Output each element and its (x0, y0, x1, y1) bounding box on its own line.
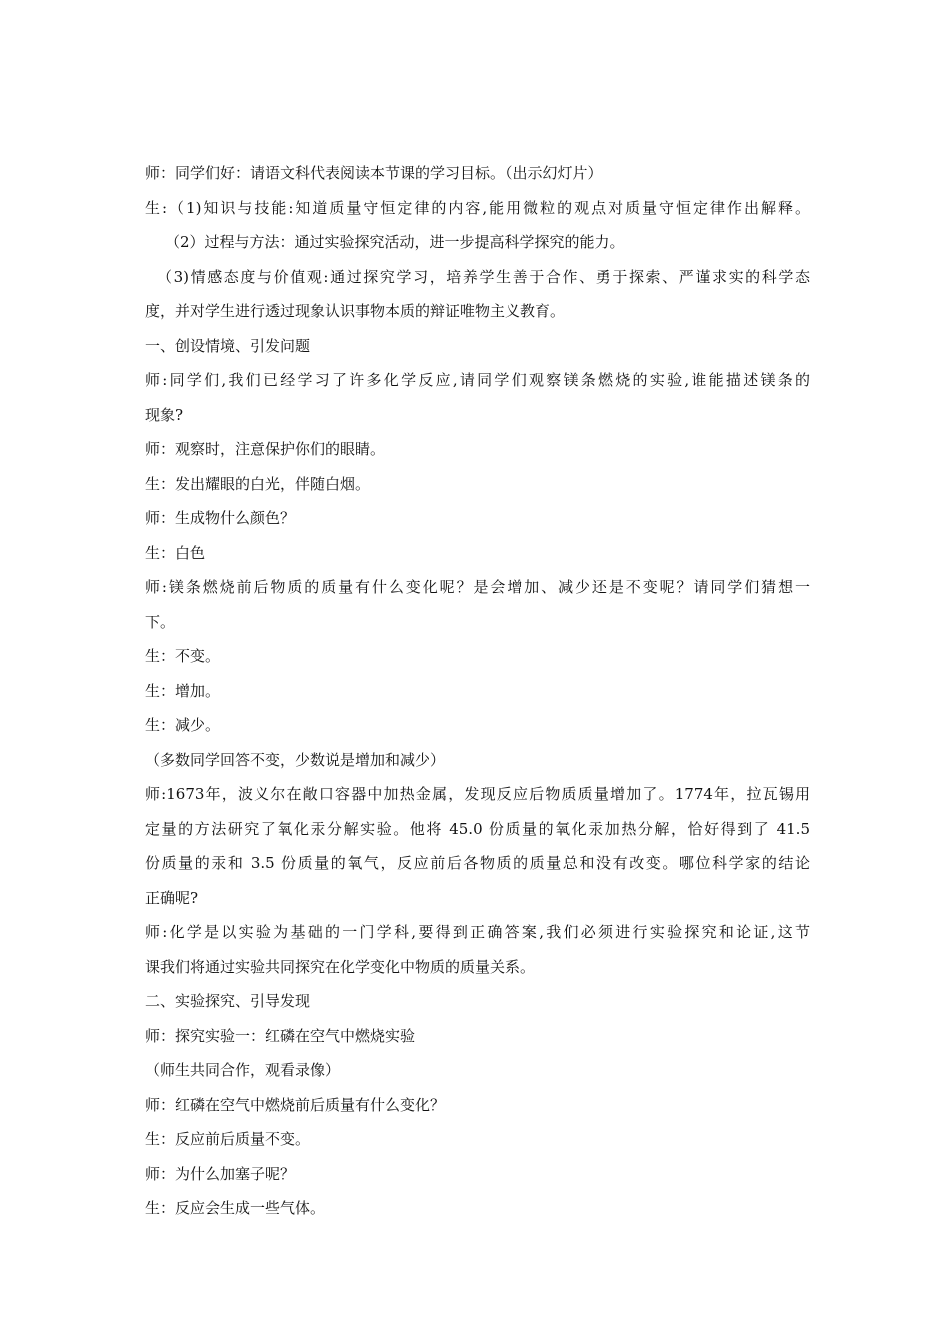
text-line: （3)情感态度与价值观:通过探究学习，培养学生善于合作、勇于探索、严谨求实的科学态 (157, 267, 810, 286)
text-line: 师：观察时，注意保护你们的眼睛。 (145, 440, 386, 458)
text-line: 生:（1)知识与技能:知道质量守恒定律的内容,能用微粒的观点对质量守恒定律作出解释。 (145, 198, 810, 217)
section-heading: 二、实验探究、引导发现 (145, 992, 311, 1010)
text-line: （师生共同合作，观看录像） (145, 1061, 341, 1079)
text-line: 师：为什么加塞子呢？ (145, 1164, 296, 1183)
text-line: 师：红磷在空气中燃烧前后质量有什么变化？ (145, 1095, 446, 1114)
text-line: 现象? (145, 405, 184, 424)
section-heading: 一、创设情境、引发问题 (145, 336, 311, 355)
lesson-transcript (145, 156, 810, 1226)
text-line: 生：白色 (145, 543, 206, 562)
text-line: 师：生成物什么颜色？ (145, 509, 296, 527)
text-line: 生：减少。 (145, 716, 221, 734)
text-line: 正确呢? (145, 888, 199, 907)
text-line: 生：发出耀眼的白光，伴随白烟。 (145, 474, 371, 493)
text-line: 师:化学是以实验为基础的一门学科,要得到正确答案,我们必须进行实验探究和论证,这节 (145, 923, 810, 941)
text-line: 生：增加。 (145, 681, 221, 700)
text-line: （2）过程与方法：通过实验探究活动，进一步提高科学探究的能力。 (165, 233, 625, 251)
text-line: 师:1673年，波义尔在敞口容器中加热金属，发现反应后物质质量增加了。1774年，拉瓦锡用 (145, 785, 810, 803)
text-line: 师：同学们好：请语文科代表阅读本节课的学习目标。（出示幻灯片） (145, 164, 603, 182)
text-line: 师:镁条燃烧前后物质的质量有什么变化呢？是会增加、减少还是不变呢？请同学们猜想一 (145, 578, 810, 596)
text-line: 下。 (145, 612, 176, 631)
text-line: 课我们将通过实验共同探究在化学变化中物质的质量关系。 (145, 957, 536, 976)
text-line: 度，并对学生进行透过现象认识事物本质的辩证唯物主义教育。 (145, 302, 566, 320)
text-line: 生：不变。 (145, 647, 221, 665)
text-line: 份质量的汞和 3.5 份质量的氧气，反应前后各物质的质量总和没有改变。哪位科学家的结论 (145, 854, 810, 872)
text-line: 生：反应会生成一些气体。 (145, 1199, 326, 1217)
text-line: 定量的方法研究了氧化汞分解实验。他将 45.0 份质量的氧化汞加热分解，恰好得到了 41.5 (145, 819, 810, 838)
text-line: 师：探究实验一：红磷在空气中燃烧实验 (145, 1026, 416, 1045)
text-line: 生：反应前后质量不变。 (145, 1130, 311, 1148)
text-line: （多数同学回答不变，少数说是增加和减少） (145, 750, 446, 769)
text-line: 师:同学们,我们已经学习了许多化学反应,请同学们观察镁条燃烧的实验,谁能描述镁条的 (145, 371, 810, 389)
